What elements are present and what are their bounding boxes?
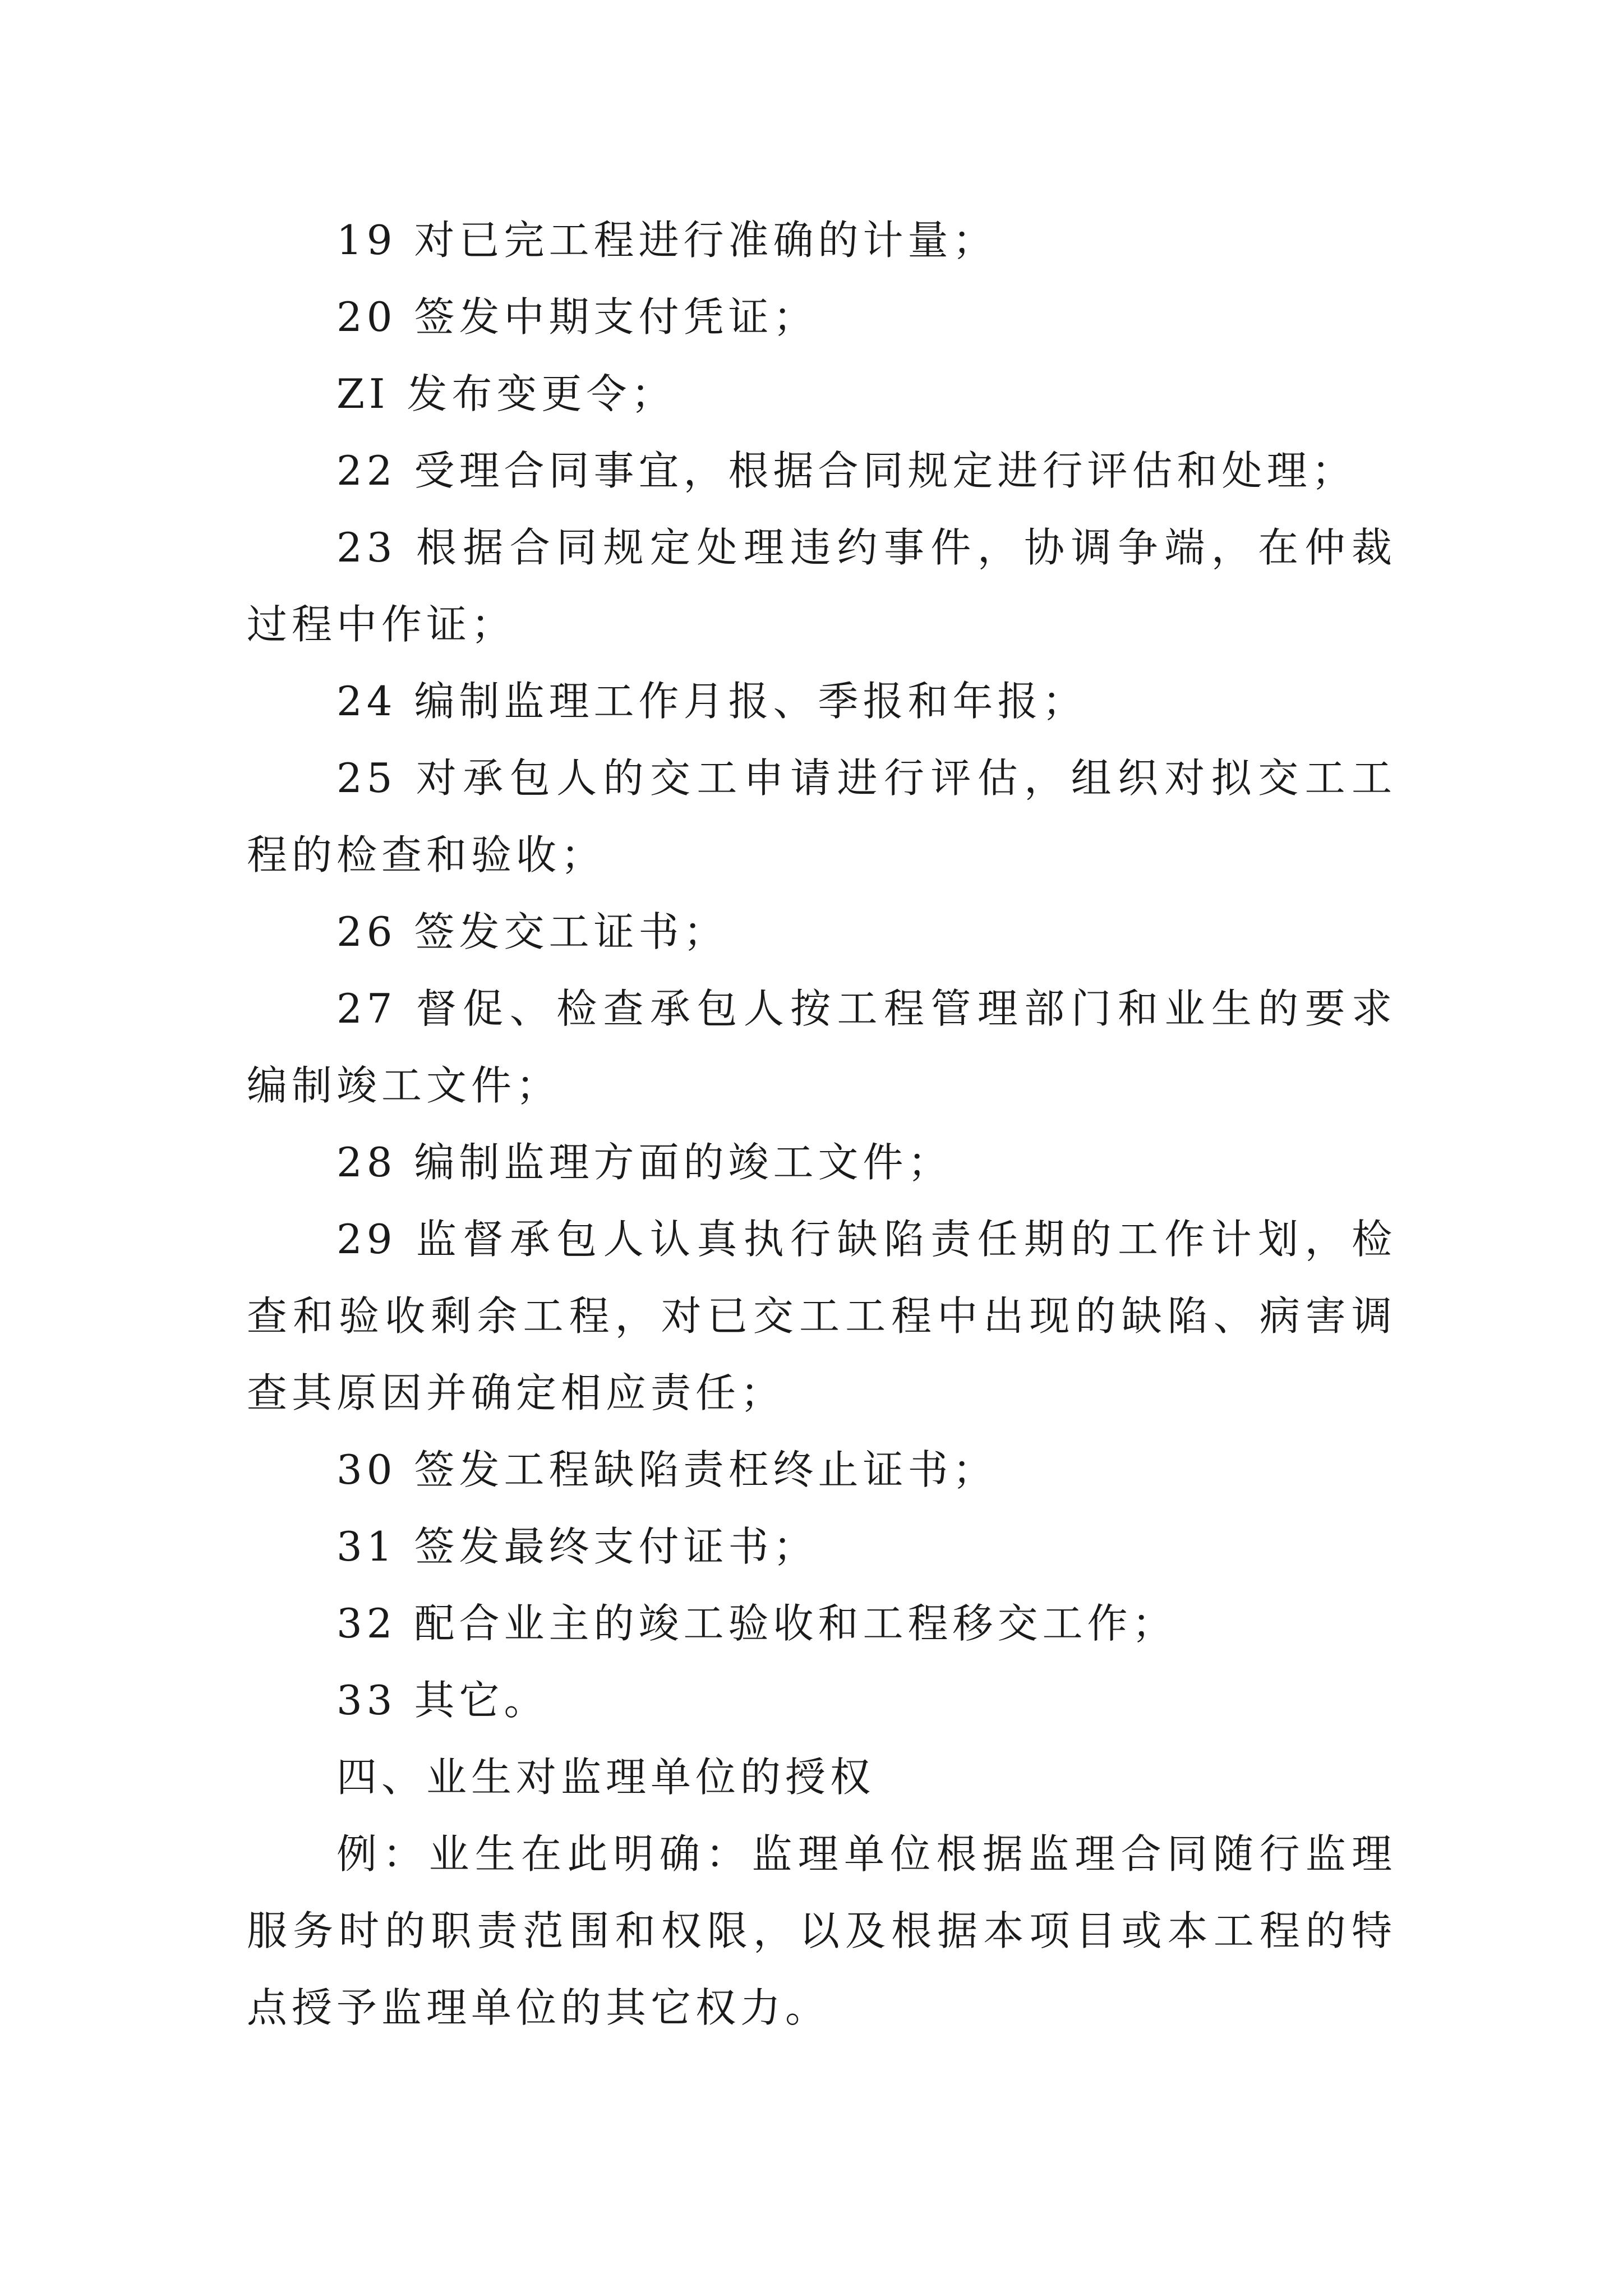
- paragraph-item-25: 25 对承包人的交工申请进行评估，组织对拟交工工程的检查和验收；: [247, 754, 1396, 878]
- section-heading: 四、业生对监理单位的授权: [336, 1754, 875, 1801]
- paragraph-item-33: 33 其它。: [336, 1677, 549, 1724]
- paragraph-item-24: 24 编制监理工作月报、季报和年报；: [336, 678, 1087, 725]
- paragraph-item-30: 30 签发工程缺陷责枉终止证书；: [336, 1446, 998, 1493]
- paragraph-item-26: 26 签发交工证书；: [336, 908, 728, 955]
- paragraph-item-32: 32 配合业主的竣工验收和工程移交工作；: [336, 1600, 1177, 1647]
- example-paragraph: 例：业生在此明确：监理单位根据监理合同随行监理服务时的职责范围和权限，以及根据本项目或本工程的特点授予监理单位的其它权力。: [247, 1830, 1396, 2031]
- paragraph-item-21: ZI 发布变更令；: [336, 370, 676, 417]
- paragraph-item-23: 23 根据合同规定处理违约事件，协调争端，在仲裁过程中作证；: [247, 524, 1396, 648]
- paragraph-item-27: 27 督促、检查承包人按工程管理部门和业生的要求编制竣工文件；: [247, 985, 1396, 1109]
- paragraph-item-28: 28 编制监理方面的竣工文件；: [336, 1139, 953, 1186]
- paragraph-item-20: 20 签发中期支付凭证；: [336, 293, 818, 341]
- document-body: [247, 202, 1396, 2046]
- paragraph-item-31: 31 签发最终支付证书；: [336, 1523, 818, 1570]
- paragraph-item-29: 29 监督承包人认真执行缺陷责任期的工作计划，检查和验收剩余工程，对已交工工程中出现的缺陷、病害调查其原因并确定相应责任；: [247, 1216, 1396, 1416]
- paragraph-item-19: 19 对已完工程进行准确的计量；: [336, 217, 998, 264]
- paragraph-item-22: 22 受理合同事宜，根据合同规定进行评估和处理；: [336, 447, 1357, 494]
